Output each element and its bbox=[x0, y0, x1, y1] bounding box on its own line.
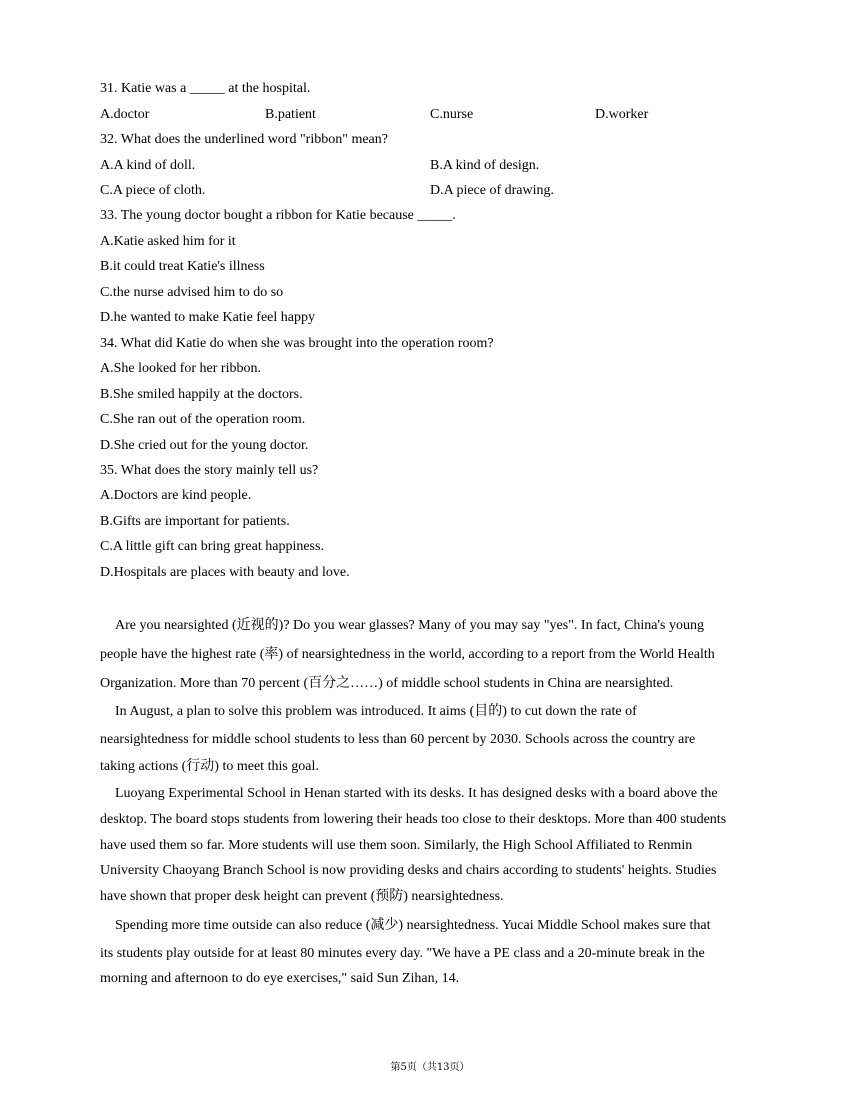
q33-option-d: D.he wanted to make Katie feel happy bbox=[100, 310, 315, 325]
q33-option-c: C.the nurse advised him to do so bbox=[100, 285, 284, 300]
q31-option-d: D.worker bbox=[595, 107, 649, 122]
q34-option-d: D.She cried out for the young doctor. bbox=[100, 438, 309, 453]
passage-line: morning and afternoon to do eye exercises," said Sun Zihan, 14. bbox=[100, 971, 460, 986]
passage-line: desktop. The board stops students from lowering their heads too close to their desktops. More than 400 students bbox=[100, 812, 727, 827]
passage-line: have shown that proper desk height can prevent (预防) nearsightedness. bbox=[100, 889, 504, 904]
q31-option-b: B.patient bbox=[265, 107, 316, 122]
passage-line: people have the highest rate (率) of nearsightedness in the world, according to a report from the World Health bbox=[100, 647, 715, 662]
q35-option-d: D.Hospitals are places with beauty and love. bbox=[100, 565, 350, 580]
q33-option-b: B.it could treat Katie's illness bbox=[100, 259, 265, 274]
q32-option-a: A.A kind of doll. bbox=[100, 158, 196, 173]
q32-option-b: B.A kind of design. bbox=[430, 158, 540, 173]
q33-option-a: A.Katie asked him for it bbox=[100, 234, 236, 249]
q35-option-c: C.A little gift can bring great happiness. bbox=[100, 539, 324, 554]
question-31: 31. Katie was a _____ at the hospital. bbox=[100, 81, 311, 96]
passage-line: Spending more time outside can also reduce (减少) nearsightedness. Yucai Middle School makes sure that bbox=[115, 918, 711, 933]
passage-line: Organization. More than 70 percent (百分之……) of middle school students in China are nearsighted. bbox=[100, 676, 674, 691]
passage-line: taking actions (行动) to meet this goal. bbox=[100, 759, 319, 774]
q32-option-c: C.A piece of cloth. bbox=[100, 183, 206, 198]
question-33: 33. The young doctor bought a ribbon for Katie because _____. bbox=[100, 208, 456, 223]
q35-option-b: B.Gifts are important for patients. bbox=[100, 514, 290, 529]
q31-option-c: C.nurse bbox=[430, 107, 474, 122]
passage-line: In August, a plan to solve this problem was introduced. It aims (目的) to cut down the rate of bbox=[115, 704, 637, 719]
page-footer: 第5页（共13页） bbox=[390, 1062, 470, 1073]
passage-line: its students play outside for at least 80 minutes every day. "We have a PE class and a 20-minute break in the bbox=[100, 946, 705, 961]
q35-option-a: A.Doctors are kind people. bbox=[100, 488, 252, 503]
q32-option-d: D.A piece of drawing. bbox=[430, 183, 555, 198]
question-35: 35. What does the story mainly tell us? bbox=[100, 463, 319, 478]
passage-line: have used them so far. More students will use them soon. Similarly, the High School Affiliated to Renmin bbox=[100, 838, 693, 853]
passage-line: University Chaoyang Branch School is now providing desks and chairs according to students' heights. Studies bbox=[100, 863, 717, 878]
q34-option-c: C.She ran out of the operation room. bbox=[100, 412, 306, 427]
q34-option-b: B.She smiled happily at the doctors. bbox=[100, 387, 303, 402]
passage-line: nearsightedness for middle school students to less than 60 percent by 2030. Schools across the country are bbox=[100, 732, 696, 747]
question-32: 32. What does the underlined word "ribbon" mean? bbox=[100, 132, 388, 147]
q31-option-a: A.doctor bbox=[100, 107, 150, 122]
question-34: 34. What did Katie do when she was brought into the operation room? bbox=[100, 336, 494, 351]
q34-option-a: A.She looked for her ribbon. bbox=[100, 361, 261, 376]
passage-line: Are you nearsighted (近视的)? Do you wear glasses? Many of you may say "yes". In fact, China's young bbox=[115, 618, 704, 633]
passage-line: Luoyang Experimental School in Henan started with its desks. It has designed desks with a board above the bbox=[115, 786, 718, 801]
